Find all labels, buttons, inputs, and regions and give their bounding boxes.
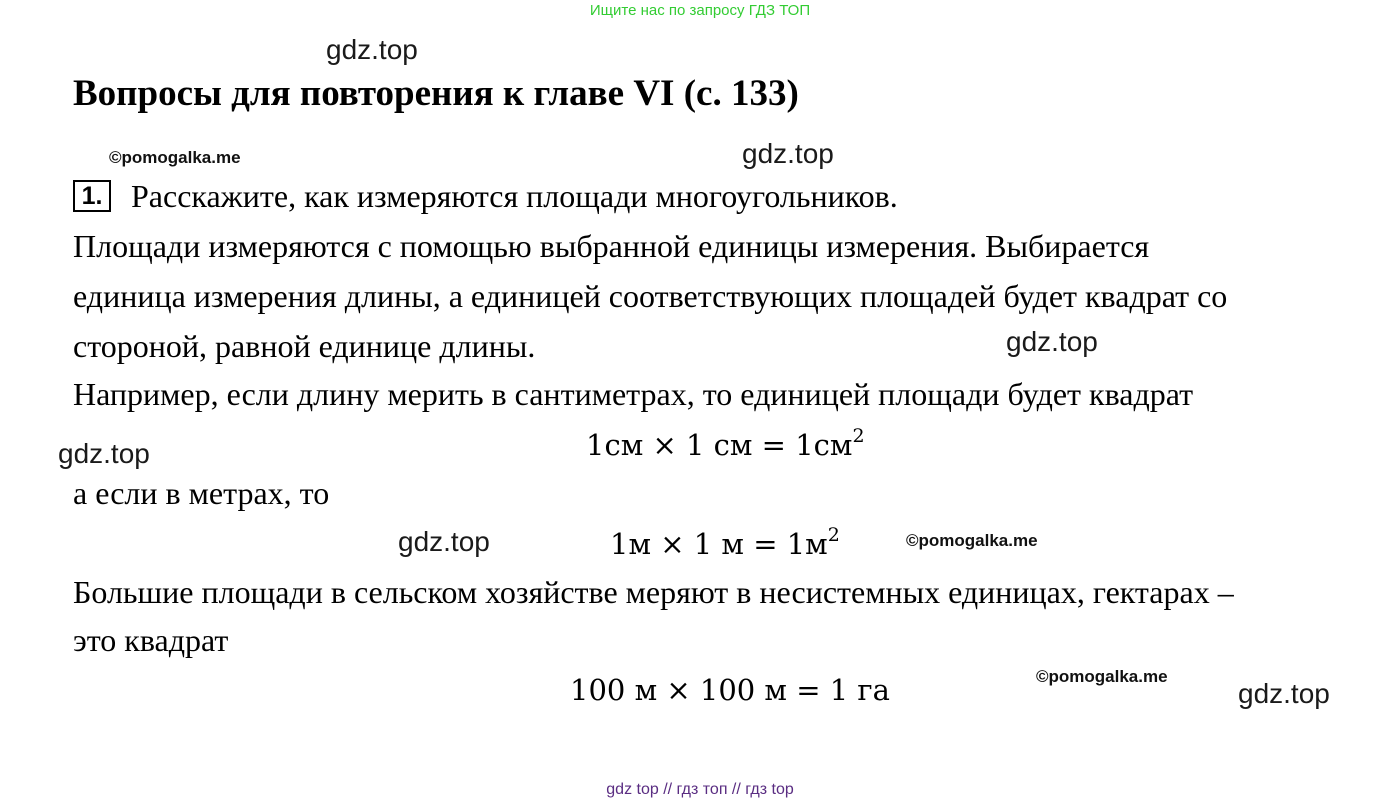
answer-line: Например, если длину мерить в сантиметрах, то единицей площади будет квадрат [73, 376, 1194, 412]
answer-line: единица измерения длины, а единицей соответствующих площадей будет квадрат со [73, 278, 1228, 314]
answer-line: а если в метрах, то [73, 475, 330, 511]
watermark: gdz.top [1006, 326, 1098, 357]
watermark: gdz.top [1238, 678, 1330, 709]
answer-line: это квадрат [73, 622, 229, 658]
copyright-mark: ©pomogalka.me [1036, 667, 1168, 686]
formula-square-meter [610, 524, 840, 561]
footer-links: gdz top // гдз топ // гдз top [606, 781, 794, 798]
formula-text: 1м × 1 м = 1м [610, 527, 828, 561]
search-banner: Ищите нас по запросу ГДЗ ТОП [589, 2, 811, 19]
watermark: gdz.top [398, 526, 490, 557]
formula-exponent: 2 [827, 524, 840, 546]
page-title: Вопросы для повторения к главе VI (с. 133) [73, 73, 799, 114]
question-number-box: 1. [73, 180, 111, 212]
answer-line: стороной, равной единице длины. [73, 328, 536, 364]
formula-exponent: 2 [852, 425, 865, 447]
watermark: gdz.top [326, 34, 418, 65]
formula-square-centimeter [586, 425, 865, 462]
watermark: gdz.top [742, 138, 834, 169]
question-text: Расскажите, как измеряются площади многоугольников. [131, 178, 898, 214]
watermark: gdz.top [58, 438, 150, 469]
copyright-mark: ©pomogalka.me [109, 148, 241, 167]
copyright-mark: ©pomogalka.me [906, 531, 1038, 550]
formula-text: 1см × 1 см = 1см [586, 428, 853, 462]
answer-line: Площади измеряются с помощью выбранной единицы измерения. Выбирается [73, 228, 1150, 264]
formula-hectare: 100 м × 100 м = 1 га [570, 673, 890, 707]
answer-line: Большие площади в сельском хозяйстве меряют в несистемных единицах, гектарах – [73, 574, 1234, 610]
